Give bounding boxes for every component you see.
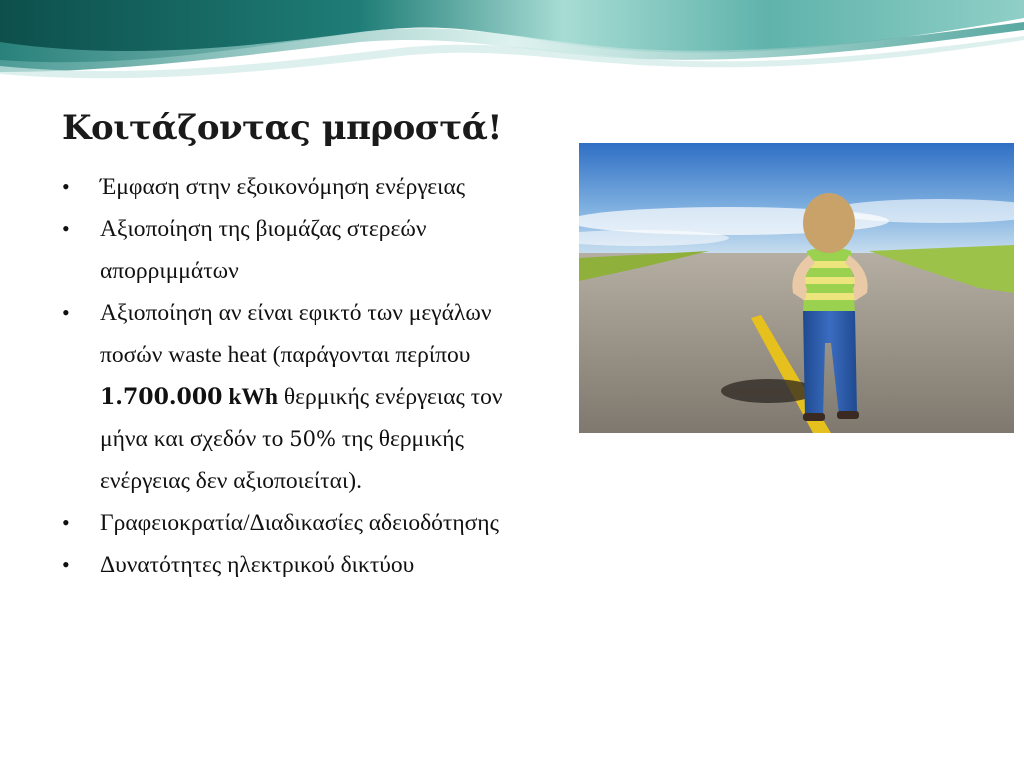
bullet-text: Έμφαση στην εξοικονόμηση ενέργειας: [100, 174, 466, 200]
child-on-road-photo: [579, 143, 1014, 433]
photo-shirt-stripe: [803, 293, 855, 300]
bullet-text-after: της θερμικής ενέργειας δεν αξιοποιείται).: [100, 426, 464, 494]
percent-value: 50%: [289, 427, 336, 451]
photo-shadow: [721, 379, 817, 403]
bullet-marker: •: [62, 552, 70, 577]
bullet-marker: •: [62, 510, 70, 535]
bullet-item-biomass: [62, 208, 532, 292]
photo-child-shoe: [837, 411, 859, 419]
bullet-marker: •: [62, 216, 70, 241]
energy-unit: kWh: [228, 384, 278, 410]
bullet-text: Αξιοποίηση της βιομάζας στερεών απορριμμάτων: [100, 216, 427, 284]
bullet-marker: •: [62, 174, 70, 199]
bullet-item-waste-heat: [62, 292, 532, 502]
slide-title: Κοιτάζοντας μπροστά!: [62, 108, 502, 148]
bullet-text: Γραφειοκρατία/Διαδικασίες αδειοδότησης: [100, 510, 499, 536]
photo-child-shoe: [803, 413, 825, 421]
bullet-text: Δυνατότητες ηλεκτρικού δικτύου: [100, 552, 415, 578]
energy-value: 1.700.000: [100, 384, 223, 410]
bullet-item-bureaucracy: [62, 502, 532, 544]
bullet-text-middle: θερμικής ενέργειας τον μήνα και σχεδόν το: [100, 384, 503, 452]
bullet-text-before: Αξιοποίηση αν είναι εφικτό των μεγάλων ποσών waste heat (παράγονται περίπου: [100, 300, 492, 368]
photo-child-hair: [803, 193, 855, 253]
bullet-item-energy-saving: [62, 166, 532, 208]
bullet-item-grid: [62, 544, 532, 586]
wave-header-decoration: [0, 0, 1024, 80]
bullet-marker: •: [62, 300, 70, 325]
photo-shirt-stripe: [804, 277, 855, 284]
bullet-list: [62, 166, 532, 586]
